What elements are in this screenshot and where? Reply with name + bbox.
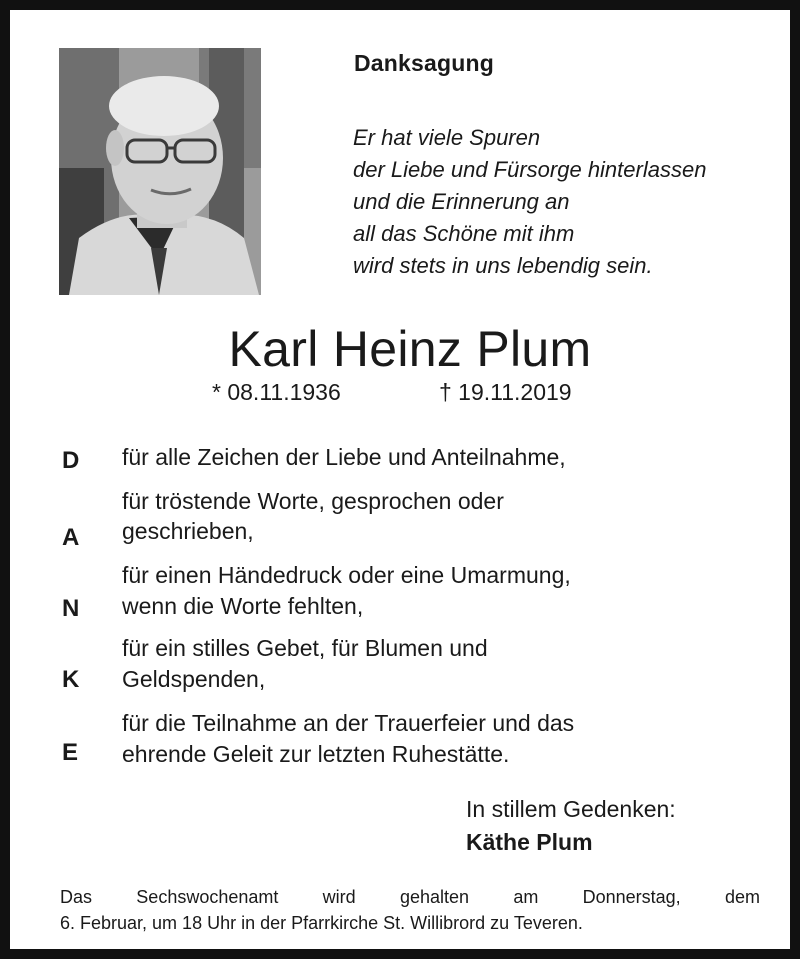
- heading-danksagung: Danksagung: [354, 50, 495, 76]
- danke-line: für die Teilnahme an der Trauerfeier und das: [122, 710, 575, 736]
- poem-line: all das Schöne mit ihm: [353, 221, 575, 246]
- poem-line: und die Erinnerung an: [353, 189, 570, 214]
- acrostic-letter-d: D: [62, 447, 80, 474]
- acrostic-letter-e: E: [62, 739, 79, 766]
- deceased-name: Karl Heinz Plum: [228, 321, 592, 377]
- acrostic-letter-a: A: [62, 524, 80, 551]
- death-date: † 19.11.2019: [439, 379, 572, 405]
- poem: [353, 122, 706, 282]
- poem-line: der Liebe und Fürsorge hinterlassen: [353, 157, 707, 182]
- danke-line: für ein stilles Gebet, für Blumen und: [122, 635, 488, 661]
- danke-line: Geldspenden,: [122, 666, 266, 692]
- service-note-line: Das Sechswochenamt wird gehalten am Donnerstag, dem: [60, 887, 760, 907]
- acrostic-letter-n: N: [62, 595, 80, 622]
- signer-name: Käthe Plum: [466, 829, 593, 855]
- danke-line: wenn die Worte fehlten,: [122, 593, 364, 619]
- service-note-line: 6. Februar, um 18 Uhr in der Pfarrkirche St. Willibrord zu Teveren.: [60, 913, 583, 933]
- portrait-image: [59, 48, 261, 295]
- acrostic-letter-k: K: [62, 666, 80, 693]
- danke-line: für einen Händedruck oder eine Umarmung,: [122, 562, 571, 588]
- poem-line: Er hat viele Spuren: [353, 125, 541, 150]
- danke-line: geschrieben,: [122, 518, 254, 544]
- service-note: [60, 884, 760, 936]
- portrait-photo: [59, 48, 261, 295]
- danke-line: für tröstende Worte, gesprochen oder: [122, 488, 504, 514]
- gedenken-label: In stillem Gedenken:: [466, 796, 676, 822]
- poem-line: wird stets in uns lebendig sein.: [353, 253, 653, 278]
- danke-line: ehrende Geleit zur letzten Ruhestätte.: [122, 741, 510, 767]
- birth-date: * 08.11.1936: [212, 379, 341, 405]
- danke-line: für alle Zeichen der Liebe und Anteilnahme,: [122, 444, 566, 470]
